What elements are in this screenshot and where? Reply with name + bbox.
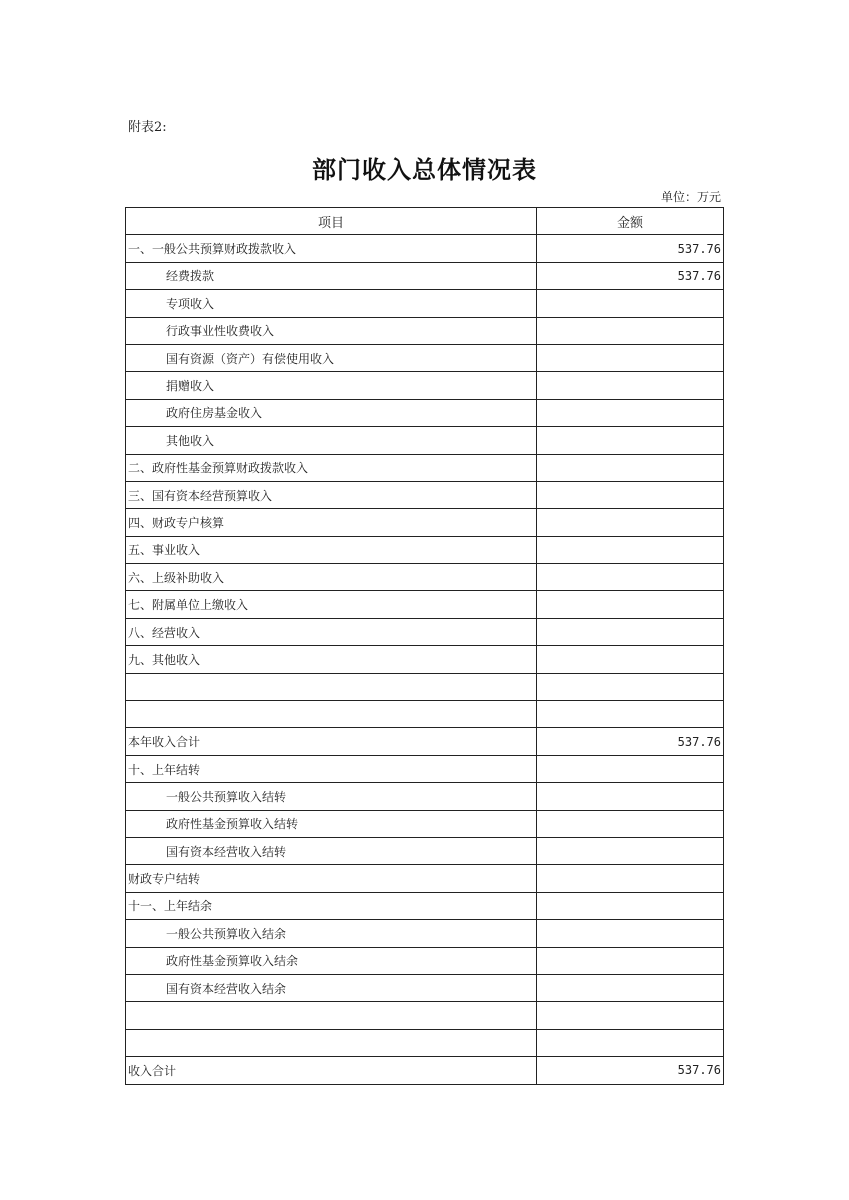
- row-amount: [537, 947, 724, 974]
- row-amount: [537, 591, 724, 618]
- table-row: [126, 399, 724, 426]
- row-amount: [537, 509, 724, 536]
- table-row: [126, 1029, 724, 1056]
- row-amount: [537, 783, 724, 810]
- row-item-name: 四、财政专户核算: [126, 509, 537, 536]
- row-item-name: 国有资本经营收入结余: [126, 974, 537, 1001]
- table-row: [126, 454, 724, 481]
- row-amount: [537, 290, 724, 317]
- table-row: [126, 865, 724, 892]
- row-item-name: 国有资本经营收入结转: [126, 837, 537, 864]
- table-row: [126, 1057, 724, 1084]
- row-item-name: 行政事业性收费收入: [126, 317, 537, 344]
- table-row: [126, 235, 724, 262]
- row-amount: [537, 1029, 724, 1056]
- table-row: [126, 755, 724, 782]
- table-row: [126, 783, 724, 810]
- table-row: [126, 810, 724, 837]
- table-row: [126, 344, 724, 371]
- table-row: [126, 427, 724, 454]
- row-item-name: [126, 673, 537, 700]
- row-item-name: [126, 1002, 537, 1029]
- row-amount: [537, 1002, 724, 1029]
- table-row: [126, 290, 724, 317]
- table-row: [126, 372, 724, 399]
- row-item-name: 十一、上年结余: [126, 892, 537, 919]
- table-row: [126, 646, 724, 673]
- table-row: [126, 618, 724, 645]
- page-title: 部门收入总体情况表: [312, 156, 537, 184]
- row-amount: [537, 755, 724, 782]
- row-item-name: 一、一般公共预算财政拨款收入: [126, 235, 537, 262]
- table-row: [126, 591, 724, 618]
- table-row: [126, 262, 724, 289]
- row-item-name: 其他收入: [126, 427, 537, 454]
- row-item-name: 一般公共预算收入结转: [126, 783, 537, 810]
- row-item-name: 七、附属单位上缴收入: [126, 591, 537, 618]
- table-row: [126, 920, 724, 947]
- row-item-name: 三、国有资本经营预算收入: [126, 481, 537, 508]
- row-amount: [537, 673, 724, 700]
- row-amount: [537, 481, 724, 508]
- row-item-name: 九、其他收入: [126, 646, 537, 673]
- row-item-name: 政府性基金预算收入结转: [126, 810, 537, 837]
- table-row: [126, 673, 724, 700]
- table-row: [126, 701, 724, 728]
- row-amount: [537, 974, 724, 1001]
- row-item-name: 本年收入合计: [126, 728, 537, 755]
- row-item-name: 经费拨款: [126, 262, 537, 289]
- table-row: [126, 947, 724, 974]
- table-header-row: [126, 208, 724, 235]
- row-amount: [537, 399, 724, 426]
- row-item-name: [126, 1029, 537, 1056]
- row-item-name: 财政专户结转: [126, 865, 537, 892]
- table-row: [126, 892, 724, 919]
- table-body: [126, 235, 724, 1084]
- row-amount: [537, 427, 724, 454]
- row-item-name: 八、经营收入: [126, 618, 537, 645]
- table-row: [126, 317, 724, 344]
- row-item-name: 二、政府性基金预算财政拨款收入: [126, 454, 537, 481]
- unit-label: 单位：万元: [660, 190, 721, 204]
- row-amount: [537, 564, 724, 591]
- row-amount: [537, 865, 724, 892]
- table-row: [126, 974, 724, 1001]
- row-amount: [537, 920, 724, 947]
- attachment-label: 附表2:: [128, 120, 167, 135]
- row-amount: 537.76: [537, 728, 724, 755]
- row-item-name: 十、上年结转: [126, 755, 537, 782]
- row-amount: 537.76: [537, 235, 724, 262]
- row-amount: [537, 454, 724, 481]
- row-amount: [537, 892, 724, 919]
- table-row: [126, 1002, 724, 1029]
- table-row: [126, 536, 724, 563]
- table-row: [126, 564, 724, 591]
- row-item-name: 国有资源（资产）有偿使用收入: [126, 344, 537, 371]
- row-item-name: 六、上级补助收入: [126, 564, 537, 591]
- row-amount: [537, 810, 724, 837]
- row-amount: [537, 701, 724, 728]
- row-item-name: 一般公共预算收入结余: [126, 920, 537, 947]
- header-item: 项目: [126, 208, 537, 235]
- row-amount: [537, 646, 724, 673]
- table-row: [126, 728, 724, 755]
- table-row: [126, 837, 724, 864]
- row-item-name: 专项收入: [126, 290, 537, 317]
- income-table: [125, 207, 724, 1085]
- header-amount: 金额: [537, 208, 724, 235]
- row-amount: 537.76: [537, 1057, 724, 1084]
- row-amount: [537, 618, 724, 645]
- row-amount: [537, 837, 724, 864]
- row-item-name: 收入合计: [126, 1057, 537, 1084]
- row-item-name: 政府性基金预算收入结余: [126, 947, 537, 974]
- row-item-name: 五、事业收入: [126, 536, 537, 563]
- row-item-name: [126, 701, 537, 728]
- row-amount: [537, 536, 724, 563]
- row-item-name: 捐赠收入: [126, 372, 537, 399]
- table-row: [126, 481, 724, 508]
- row-amount: [537, 344, 724, 371]
- row-amount: [537, 317, 724, 344]
- row-amount: [537, 372, 724, 399]
- table-row: [126, 509, 724, 536]
- row-item-name: 政府住房基金收入: [126, 399, 537, 426]
- row-amount: 537.76: [537, 262, 724, 289]
